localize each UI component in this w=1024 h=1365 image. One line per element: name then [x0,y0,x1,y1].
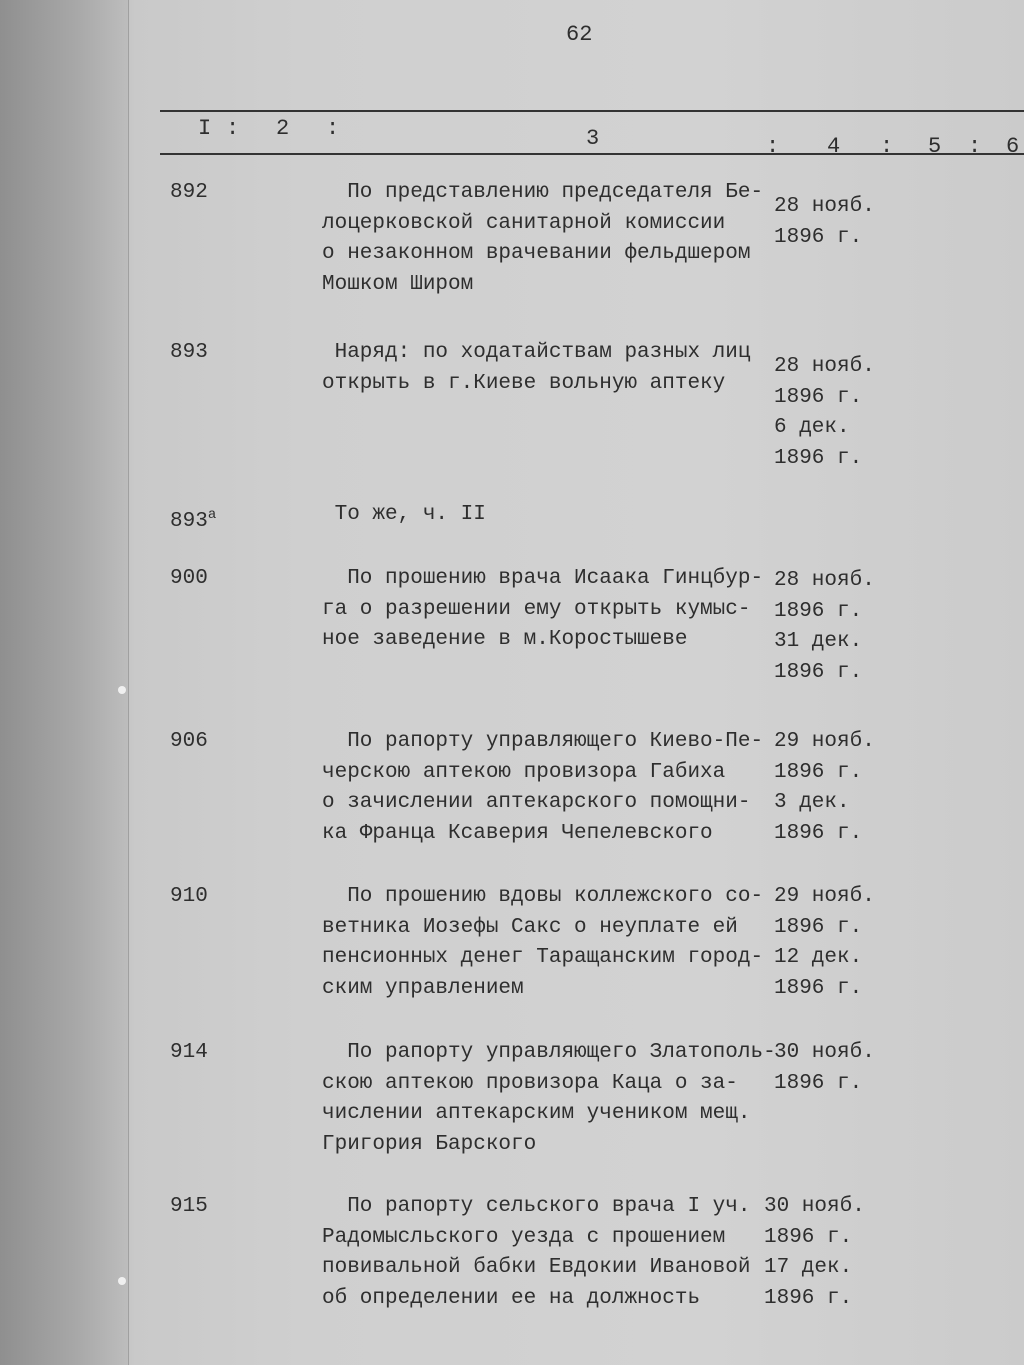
entry-description: По прошению врача Исаака Гинцбур- га о разрешении ему открыть кумыс- ное заведение в м.Коростышеве [322,567,764,651]
column-4-header: 4 [827,134,841,159]
entry-dates: 28 нояб. 1896 г. 6 дек. 1896 г. [774,355,875,470]
previous-page-edge [0,0,129,1365]
page-number: 62 [566,22,593,47]
column-2-header: 2 [276,116,290,141]
entry-number: 906 [170,730,208,753]
entry-dates: 28 нояб. 1896 г. 31 дек. 1896 г. [774,569,875,684]
entry-description: Наряд: по ходатайствам разных лиц открыть в г.Киеве вольную аптеку [322,341,751,395]
binding-hole [118,1277,126,1285]
entry-dates: 29 нояб. 1896 г. 12 дек. 1896 г. [774,885,875,1000]
entry-number: 900 [170,567,208,590]
entry-number: 893 [170,341,208,364]
entry-description: По прошению вдовы коллежского со- ветника Иозефы Сакс о неуплате ей пенсионных денег Таращанским город- ским управлением [322,885,764,1000]
entry-dates: 29 нояб. 1896 г. 3 дек. 1896 г. [774,730,875,845]
entry-description: По рапорту управляющего Златополь- скою аптекою провизора Каца о за- числении аптекарским учеником мещ. Григория Барского [322,1041,776,1156]
entry-dates: 30 нояб. 1896 г. 17 дек. 1896 г. [764,1195,865,1310]
entry-description: По представлению председателя Бе- лоцерковской санитарной комиссии о незаконном врачевании фельдшером Мошком Широм [322,181,764,296]
header-rule-top [160,110,1024,112]
binding-hole [118,686,126,694]
entry-number-superscript: а [207,507,217,523]
entry-number: 915 [170,1195,208,1218]
entry-description: По рапорту управляющего Киево-Пе- черскою аптекою провизора Габиха о зачислении аптекарского помощни- ка Франца Ксаверия Чепелевского [322,730,764,845]
header-rule-bottom [160,153,1024,155]
entry-dates: 30 нояб. 1896 г. [774,1041,875,1095]
entry-description: По рапорту сельского врача I уч. Радомысльского уезда с прошением повивальной бабки Евдокии Ивановой об определении ее на должность [322,1195,751,1310]
entry-dates: 28 нояб. 1896 г. [774,195,875,249]
entry-number: $893^а$ [170,507,217,533]
column-5-header: 5 [928,134,942,159]
column-3-header: 3 [586,126,600,151]
column-header-row: I : 2 : 3 : 4 : 5 : 6 [198,116,1020,159]
column-1-header: I [198,116,212,141]
entry-number: 914 [170,1041,208,1064]
entry-number: 892 [170,181,208,204]
column-6-header: 6 [1006,134,1020,159]
entry-description: То же, ч. II [322,503,486,526]
entry-number: 910 [170,885,208,908]
